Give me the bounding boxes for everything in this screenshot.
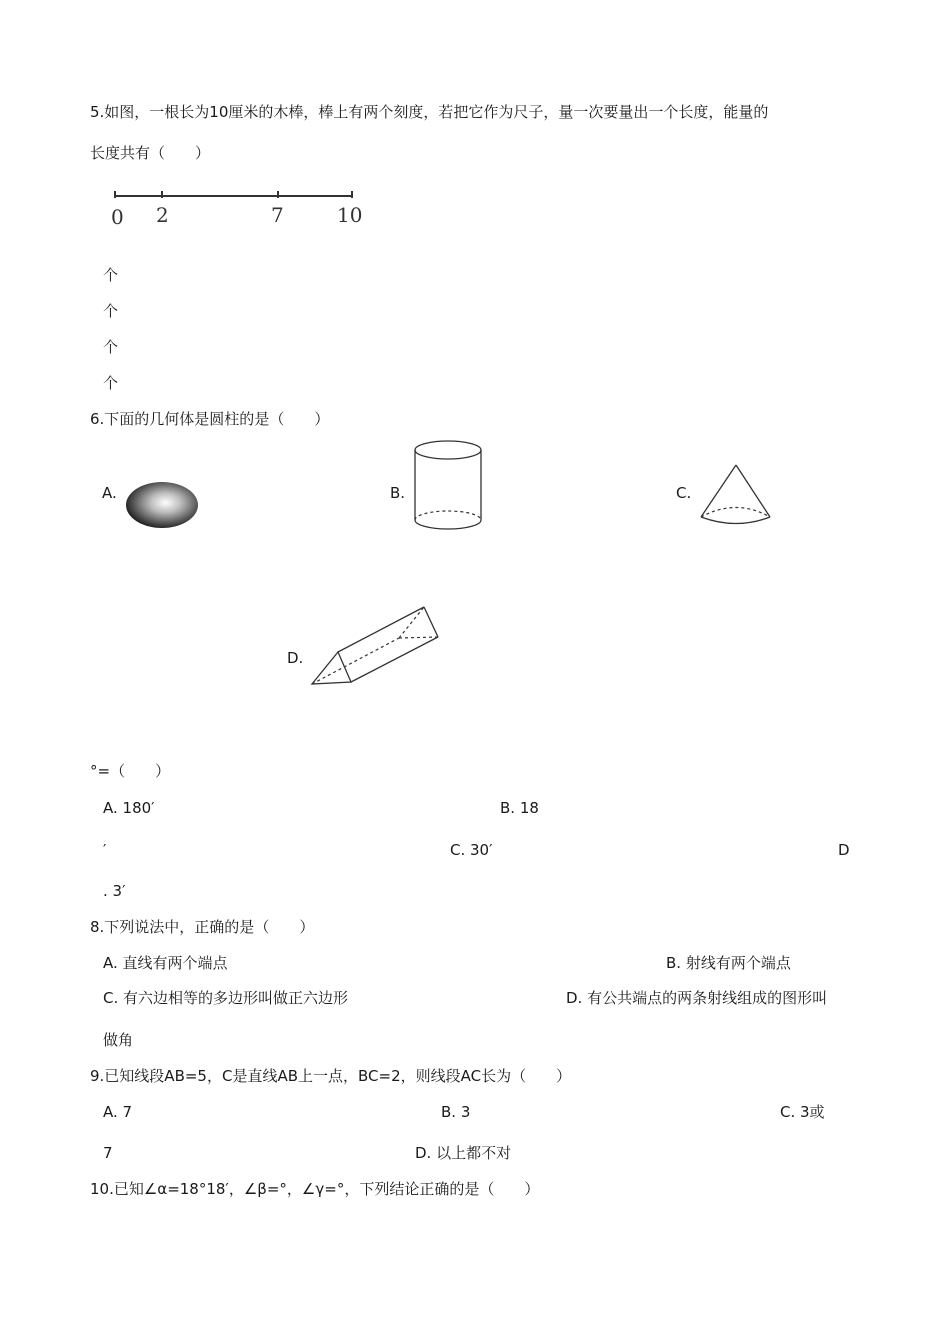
q10-stem: 10.已知∠α=18°18′，∠β=°，∠γ=°，下列结论正确的是（ ）	[90, 1180, 540, 1198]
cylinder-bottom-back	[415, 511, 481, 520]
q9-option-c: C. 3或	[780, 1103, 825, 1121]
q9-option-d: D. 以上都不对	[415, 1144, 512, 1162]
ruler-figure	[108, 188, 368, 234]
q8-option-d: D. 有公共端点的两条射线组成的图形叫	[566, 989, 828, 1007]
cone-base-front	[701, 517, 770, 524]
q9-option-a: A. 7	[103, 1103, 133, 1121]
q8-option-b: B. 射线有两个端点	[666, 954, 791, 972]
q9-option-c-continued: 7	[103, 1144, 113, 1162]
prism-hidden-base-edge	[399, 637, 438, 638]
prism-front-face	[312, 652, 351, 684]
q6-label-c: C.	[676, 484, 692, 502]
q6-label-d: D.	[287, 649, 304, 667]
prism-top-edge	[338, 607, 424, 652]
q5-option-c: 个	[103, 338, 119, 356]
q6-stem: 6.下面的几何体是圆柱的是（ ）	[90, 410, 330, 428]
prism-hidden-back-edge	[399, 607, 424, 638]
q7-stem: °=（ ）	[90, 762, 171, 780]
q5-stem-line2: 长度共有（ ）	[90, 144, 211, 162]
ellipsoid-shape	[126, 482, 198, 528]
ruler-label-10: 10	[337, 203, 363, 227]
q7-option-b: B. 18	[500, 799, 539, 817]
q9-option-b: B. 3	[441, 1103, 471, 1121]
cylinder-bottom-front	[415, 520, 481, 529]
ruler-label-0: 0	[111, 205, 124, 229]
q5-option-d: 个	[103, 374, 119, 392]
prism-hidden-bottom-edge	[312, 638, 399, 684]
q9-stem: 9.已知线段AB=5，C是直线AB上一点，BC=2，则线段AC长为（ ）	[90, 1067, 572, 1085]
cone-right-edge	[736, 465, 770, 517]
q8-option-a: A. 直线有两个端点	[103, 954, 228, 972]
q8-option-c: C. 有六边相等的多边形叫做正六边形	[103, 989, 349, 1007]
cone-left-edge	[701, 465, 736, 517]
q7-option-d: D	[838, 841, 850, 859]
ruler-label-7: 7	[271, 203, 284, 227]
q6-label-a: A.	[102, 484, 117, 502]
q7-option-a: A. 180′	[103, 799, 155, 817]
q7-option-c: C. 30′	[450, 841, 493, 859]
q8-stem: 8.下列说法中，正确的是（ ）	[90, 918, 315, 936]
triangular-prism-figure	[308, 600, 448, 692]
cylinder-figure	[412, 438, 492, 532]
q6-label-b: B.	[390, 484, 406, 502]
q8-option-d-continued: 做角	[103, 1031, 134, 1049]
cone-figure	[698, 460, 778, 530]
cone-base-back	[701, 508, 770, 518]
q5-option-b: 个	[103, 302, 119, 320]
prism-back-right-edge	[424, 607, 438, 637]
ruler-label-2: 2	[156, 203, 169, 227]
cylinder-top	[415, 441, 481, 459]
q7-option-b-continued: ′	[103, 841, 107, 859]
ellipsoid-figure	[124, 480, 204, 532]
q5-option-a: 个	[103, 266, 119, 284]
q5-stem-line1: 5.如图，一根长为10厘米的木棒，棒上有两个刻度，若把它作为尺子，量一次要量出一个长度，能量的	[90, 103, 769, 121]
prism-right-edge	[351, 637, 438, 682]
q7-option-d-continued: . 3′	[103, 882, 126, 900]
